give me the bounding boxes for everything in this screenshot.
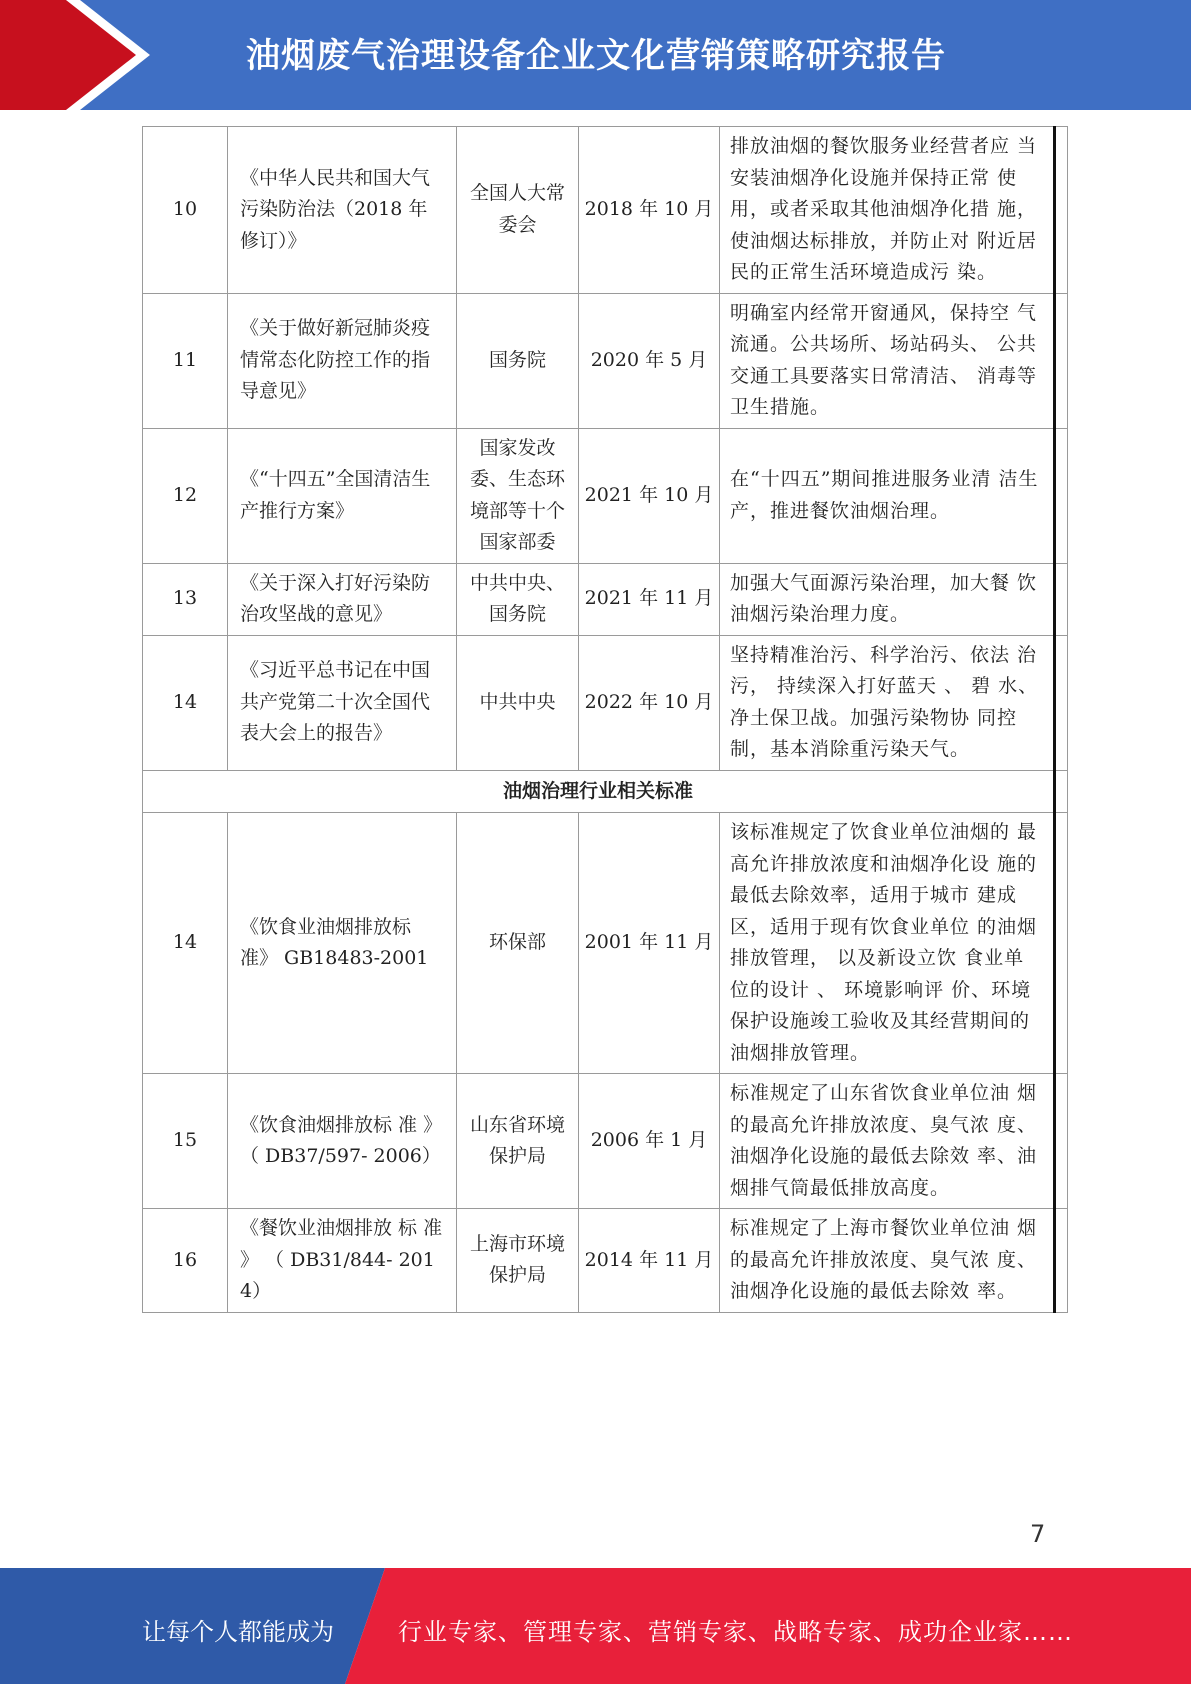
- row-date: 2021 年 11 月: [579, 563, 720, 635]
- table-row: [143, 127, 1068, 294]
- policy-table: [142, 126, 1068, 1313]
- row-content: 在“十四五”期间推进服务业清 洁生产，推进餐饮油烟治理。: [720, 428, 1055, 563]
- table-row: [143, 635, 1068, 770]
- footer-slogan-left: 让每个人都能成为: [142, 1618, 334, 1646]
- table-row: [143, 813, 1068, 1074]
- table-row: [143, 1074, 1068, 1209]
- spacer-cell: [1055, 1209, 1068, 1313]
- row-number: 14: [143, 635, 228, 770]
- row-number: 14: [143, 813, 228, 1074]
- table-row: [143, 1209, 1068, 1313]
- page-header: [0, 0, 1191, 110]
- spacer-cell: [1055, 127, 1068, 294]
- row-title: 《餐饮业油烟排放 标 准 》 （ DB31/844- 2014）: [228, 1209, 457, 1313]
- page-footer: [0, 1568, 1191, 1684]
- spacer-cell: [1055, 813, 1068, 1074]
- footer-slogan-right: 行业专家、管理专家、营销专家、战略专家、成功企业家……: [398, 1618, 1073, 1646]
- row-issuer: 国务院: [457, 293, 579, 428]
- row-issuer: 中共中央、国务院: [457, 563, 579, 635]
- row-issuer: 全国人大常委会: [457, 127, 579, 294]
- spacer-cell: [1055, 293, 1068, 428]
- row-date: 2021 年 10 月: [579, 428, 720, 563]
- spacer-cell: [1055, 770, 1068, 813]
- row-title: 《中华人民共和国大气污染防治法（2018 年修订）》: [228, 127, 457, 294]
- row-content: 标准规定了上海市餐饮业单位油 烟的最高允许排放浓度、臭气浓 度、油烟净化设施的最低去除效 率。: [720, 1209, 1055, 1313]
- table-row: [143, 293, 1068, 428]
- row-title: 《“十四五”全国清洁生产推行方案》: [228, 428, 457, 563]
- row-issuer: 环保部: [457, 813, 579, 1074]
- row-content: 加强大气面源污染治理，加大餐 饮油烟污染治理力度。: [720, 563, 1055, 635]
- row-issuer: 中共中央: [457, 635, 579, 770]
- row-content: 该标准规定了饮食业单位油烟的 最高允许排放浓度和油烟净化设 施的最低去除效率，适用于城市 建成区，适用于现有饮食业单位 的油烟排放管理， 以及新设立饮 食业单位的设计 、 环境影响评 价、环境保护设施竣工验收及其经营期间的油烟排放管理。: [720, 813, 1055, 1074]
- report-title: 油烟废气治理设备企业文化营销策略研究报告: [246, 36, 946, 76]
- row-content: 排放油烟的餐饮服务业经营者应 当安装油烟净化设施并保持正常 使用，或者采取其他油烟净化措 施，使油烟达标排放，并防止对 附近居民的正常生活环境造成污 染。: [720, 127, 1055, 294]
- section-heading: 油烟治理行业相关标准: [143, 770, 1055, 813]
- spacer-cell: [1055, 563, 1068, 635]
- row-content: 坚持精准治污、科学治污、依法 治污， 持续深入打好蓝天 、 碧 水、净土保卫战。加强污染物协 同控制，基本消除重污染天气。: [720, 635, 1055, 770]
- table-row: [143, 428, 1068, 563]
- spacer-cell: [1055, 1074, 1068, 1209]
- row-title: 《饮食油烟排放标 准 》 （ DB37/597- 2006）: [228, 1074, 457, 1209]
- row-number: 15: [143, 1074, 228, 1209]
- row-date: 2006 年 1 月: [579, 1074, 720, 1209]
- row-number: 12: [143, 428, 228, 563]
- row-title: 《关于做好新冠肺炎疫情常态化防控工作的指导意见》: [228, 293, 457, 428]
- row-issuer: 上海市环境保护局: [457, 1209, 579, 1313]
- row-date: 2022 年 10 月: [579, 635, 720, 770]
- page-number: 7: [1030, 1520, 1046, 1548]
- row-date: 2001 年 11 月: [579, 813, 720, 1074]
- row-issuer: 山东省环境保护局: [457, 1074, 579, 1209]
- row-number: 13: [143, 563, 228, 635]
- row-number: 16: [143, 1209, 228, 1313]
- row-content: 明确室内经常开窗通风，保持空 气流通。公共场所、场站码头、 公共交通工具要落实日常清洁、 消毒等卫生措施。: [720, 293, 1055, 428]
- row-number: 10: [143, 127, 228, 294]
- section-row: [143, 770, 1068, 813]
- row-number: 11: [143, 293, 228, 428]
- row-date: 2018 年 10 月: [579, 127, 720, 294]
- row-content: 标准规定了山东省饮食业单位油 烟的最高允许排放浓度、臭气浓 度、油烟净化设施的最低去除效 率、油烟排气筒最低排放高度。: [720, 1074, 1055, 1209]
- row-date: 2020 年 5 月: [579, 293, 720, 428]
- spacer-cell: [1055, 428, 1068, 563]
- header-red-chevron: [0, 0, 150, 110]
- row-date: 2014 年 11 月: [579, 1209, 720, 1313]
- row-title: 《习近平总书记在中国共产党第二十次全国代表大会上的报告》: [228, 635, 457, 770]
- table-row: [143, 563, 1068, 635]
- spacer-cell: [1055, 635, 1068, 770]
- row-title: 《饮食业油烟排放标 准》 GB18483-2001: [228, 813, 457, 1074]
- row-title: 《关于深入打好污染防治攻坚战的意见》: [228, 563, 457, 635]
- row-issuer: 国家发改委、生态环境部等十个国家部委: [457, 428, 579, 563]
